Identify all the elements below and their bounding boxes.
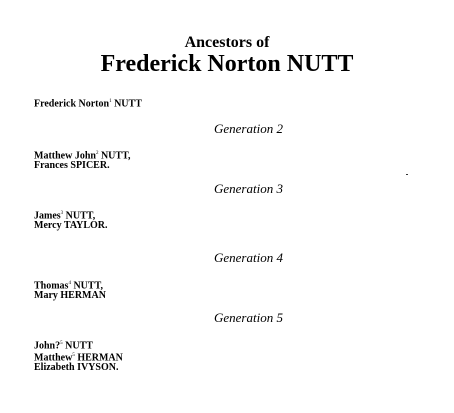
generation-heading-5: Generation 5 — [214, 310, 283, 325]
person-given-name: Mercy — [34, 220, 62, 231]
generation-number: 2 — [95, 151, 99, 156]
person-surname: NUTT, — [65, 210, 96, 222]
person-surname: HERMAN — [77, 352, 123, 364]
scan-speck — [406, 174, 408, 175]
generation-heading-2: Generation 2 — [214, 121, 283, 136]
generation-number: 3 — [60, 211, 64, 216]
report-title-line1: Ancestors of — [184, 34, 270, 51]
person-gen2-mother — [34, 160, 110, 172]
person-given-name: Frederick Norton — [34, 98, 110, 110]
person-given-name: Matthew John — [34, 150, 96, 162]
person-surname: NUTT, — [73, 280, 103, 292]
generation-number: 5 — [60, 341, 63, 346]
generation-heading-4: Generation 4 — [214, 250, 283, 265]
person-surname: NUTT, — [100, 150, 131, 162]
subject-person — [34, 96, 142, 110]
generation-number: 4 — [68, 281, 71, 286]
person-surname: IVYSON. — [77, 362, 119, 373]
report-title-line2: Frederick Norton NUTT — [100, 51, 354, 77]
person-given-name: Matthew — [34, 352, 73, 364]
generation-number: 5 — [72, 353, 75, 358]
person-given-name: Frances — [34, 160, 68, 171]
person-given-name: James — [34, 210, 61, 222]
person-surname: NUTT — [114, 98, 142, 110]
person-gen4-mother — [34, 290, 106, 302]
person-given-name: Mary — [34, 290, 58, 301]
person-given-name: John? — [34, 340, 61, 352]
person-gen3-mother — [34, 220, 108, 232]
person-surname: SPICER. — [70, 160, 110, 171]
person-gen5-elizabeth — [34, 362, 118, 374]
person-surname: NUTT — [65, 340, 93, 352]
generation-number: 1 — [109, 99, 112, 104]
person-given-name: Thomas — [34, 280, 69, 292]
person-given-name: Elizabeth — [34, 362, 75, 373]
generation-heading-3: Generation 3 — [214, 181, 283, 196]
person-surname: HERMAN — [60, 290, 106, 301]
person-surname: TAYLOR. — [63, 220, 108, 231]
